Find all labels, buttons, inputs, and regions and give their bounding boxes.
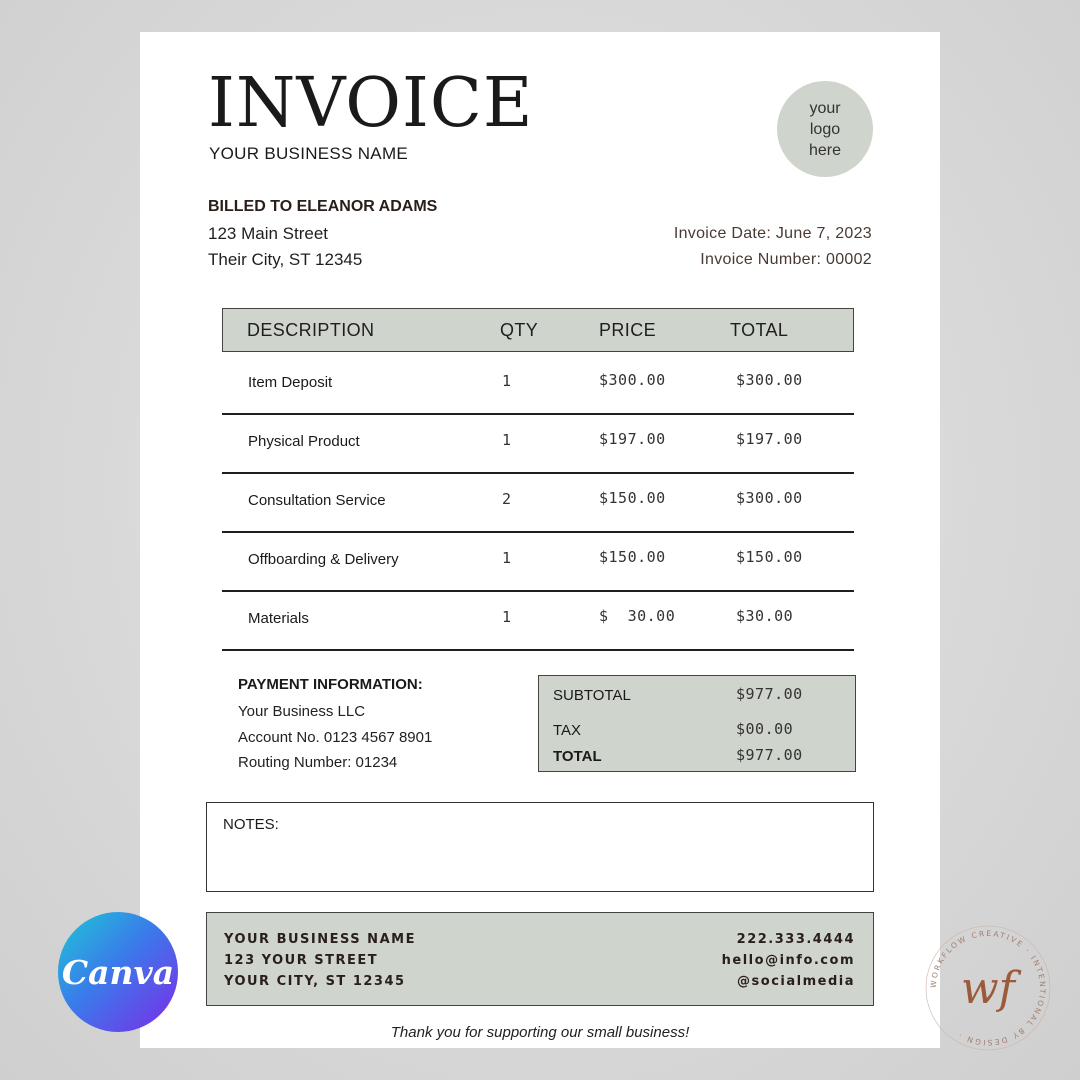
totals-box xyxy=(538,675,856,772)
row-price: $300.00 xyxy=(599,371,666,389)
row-price: $150.00 xyxy=(599,548,666,566)
notes-label: NOTES: xyxy=(223,816,279,833)
tax-value: $00.00 xyxy=(736,720,794,738)
total-label: TOTAL xyxy=(553,748,602,765)
row-description: Materials xyxy=(248,610,309,627)
payment-line: Routing Number: 01234 xyxy=(238,754,398,771)
subtotal-value: $977.00 xyxy=(736,685,803,703)
footer-contact xyxy=(206,912,874,1006)
table-row xyxy=(222,533,854,592)
logo-text-3: here xyxy=(808,141,842,159)
row-qty: 1 xyxy=(502,608,512,626)
row-price: $150.00 xyxy=(599,489,666,507)
payment-line: Your Business LLC xyxy=(238,703,366,720)
row-price: $197.00 xyxy=(599,430,666,448)
row-total: $197.00 xyxy=(736,430,803,448)
row-total: $300.00 xyxy=(736,371,803,389)
payment-heading: PAYMENT INFORMATION: xyxy=(238,676,423,693)
total-value: $977.00 xyxy=(736,746,803,764)
footer-contacts xyxy=(722,929,855,992)
footer-email: hello@info.com xyxy=(721,953,855,968)
footer-social: @socialmedia xyxy=(737,974,855,989)
header-total: TOTAL xyxy=(730,320,789,340)
subtotal-label: SUBTOTAL xyxy=(553,687,631,704)
row-description: Item Deposit xyxy=(248,374,333,391)
business-name: YOUR BUSINESS NAME xyxy=(209,144,409,163)
table-row xyxy=(222,592,854,651)
row-description: Offboarding & Delivery xyxy=(248,551,399,568)
table-row xyxy=(222,474,854,533)
invoice-date: Invoice Date: June 7, 2023 xyxy=(673,225,872,242)
row-total: $300.00 xyxy=(736,489,803,507)
table-row xyxy=(222,356,854,415)
header-price: PRICE xyxy=(599,320,657,340)
tax-label: TAX xyxy=(553,722,582,739)
table-row xyxy=(222,415,854,474)
canva-logo xyxy=(58,912,178,1032)
footer-phone: 222.333.4444 xyxy=(736,932,855,947)
row-description: Physical Product xyxy=(248,433,360,450)
row-qty: 2 xyxy=(502,490,512,508)
row-total: $150.00 xyxy=(736,548,803,566)
header-qty: QTY xyxy=(500,320,539,340)
row-price: $ 30.00 xyxy=(599,607,676,625)
workflow-creative-seal xyxy=(918,918,1058,1058)
canva-logo-text: Canva xyxy=(61,952,175,992)
thank-you-message: Thank you for supporting our small business! xyxy=(390,1024,690,1041)
invoice-sheet xyxy=(140,32,940,1048)
footer-business-name: YOUR BUSINESS NAME xyxy=(224,932,416,947)
header-description: DESCRIPTION xyxy=(247,320,375,340)
logo-text-2: logo xyxy=(809,120,841,138)
invoice-title: INVOICE xyxy=(208,64,534,143)
payment-line: Account No. 0123 4567 8901 xyxy=(238,729,433,746)
row-qty: 1 xyxy=(502,431,512,449)
seal-ring-text: WORKFLOW CREATIVE · INTENTIONAL BY DESIGN · xyxy=(928,928,1048,1048)
billed-to: BILLED TO ELEANOR ADAMS xyxy=(208,198,438,215)
address-line-2: Their City, ST 12345 xyxy=(208,250,363,269)
logo-text-1: your xyxy=(809,99,841,117)
wf-monogram: wf xyxy=(961,962,1015,1014)
footer-address xyxy=(224,929,416,992)
invoice-meta xyxy=(674,221,872,273)
logo-placeholder xyxy=(777,81,873,177)
footer-street: 123 YOUR STREET xyxy=(224,953,379,968)
row-total: $30.00 xyxy=(736,607,794,625)
row-description: Consultation Service xyxy=(248,492,386,509)
billing-address xyxy=(208,221,362,273)
footer-city: YOUR CITY, ST 12345 xyxy=(224,974,406,989)
notes-box[interactable] xyxy=(206,802,874,892)
invoice-number: Invoice Number: 00002 xyxy=(700,251,872,268)
row-qty: 1 xyxy=(502,549,512,567)
address-line-1: 123 Main Street xyxy=(208,224,329,243)
row-qty: 1 xyxy=(502,372,512,390)
table-header xyxy=(222,308,854,352)
